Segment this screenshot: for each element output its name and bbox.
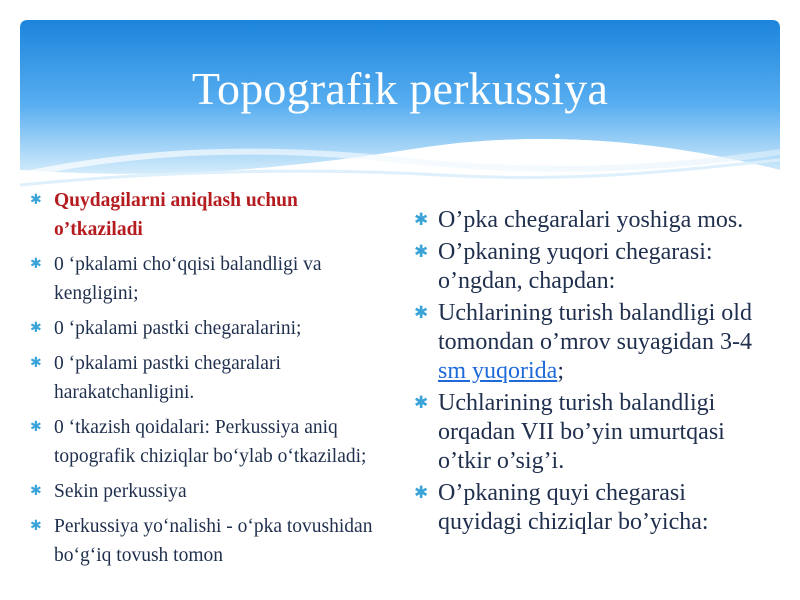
asterisk-bullet-icon: ✱ (414, 393, 429, 413)
right-column (414, 206, 774, 540)
asterisk-bullet-icon: ✱ (30, 419, 42, 435)
asterisk-bullet-icon: ✱ (414, 242, 429, 262)
list-item (30, 413, 375, 471)
asterisk-bullet-icon: ✱ (30, 483, 42, 499)
list-item (30, 186, 375, 244)
asterisk-bullet-icon: ✱ (30, 355, 42, 371)
slide-title: Topografik perkussiya (191, 63, 609, 114)
asterisk-bullet-icon: ✱ (414, 483, 429, 503)
header-banner (20, 20, 780, 210)
list-item (30, 349, 375, 407)
list-item-text: 0 ‘pkalami pastki chegaralari harakatchanligini. (54, 353, 281, 403)
list-item-text: O’pkaning quyi chegarasi quyidagi chiziqlar bo’yicha: (438, 480, 709, 535)
asterisk-bullet-icon: ✱ (30, 518, 42, 534)
list-item-text: Uchlarining turish balandligi old tomondan o’mrov suyagidan 3-4 (438, 300, 752, 355)
list-item (30, 314, 375, 343)
list-item (414, 389, 774, 476)
list-item-text: 0 ‘pkalami cho‘qqisi balandligi va kengligini; (54, 254, 322, 304)
list-item (30, 250, 375, 308)
list-item (414, 238, 774, 296)
header-wave-graphic (20, 20, 780, 210)
asterisk-bullet-icon: ✱ (414, 303, 429, 323)
left-bullet-list (30, 186, 375, 570)
right-bullet-list (414, 206, 774, 537)
list-item-text: Perkussiya yo‘nalishi - o‘pka tovushidan bo‘g‘iq tovush tomon (54, 516, 373, 566)
list-item-text-suffix: ; (557, 358, 564, 384)
list-item (30, 477, 375, 506)
asterisk-bullet-icon: ✱ (30, 192, 42, 208)
list-item (414, 299, 774, 386)
list-item (414, 206, 774, 235)
list-item-text: O’pkaning yuqori chegarasi: o’ngdan, chapdan: (438, 239, 713, 294)
asterisk-bullet-icon: ✱ (30, 320, 42, 336)
asterisk-bullet-icon: ✱ (30, 256, 42, 272)
sm-yuqorida-link[interactable]: sm yuqorida (438, 358, 558, 384)
list-item-text: Uchlarining turish balandligi orqadan VII bo’yin umurtqasi o’tkir o’sig’i. (438, 390, 725, 474)
list-item-text: Sekin perkussiya (54, 481, 187, 502)
left-column (30, 186, 375, 576)
list-item (414, 479, 774, 537)
list-item-text: O’pka chegaralari yoshiga mos. (438, 207, 744, 233)
list-item (30, 512, 375, 570)
list-item-text: Quydagilarni aniqlash uchun o’tkaziladi (54, 190, 298, 240)
list-item-text: 0 ‘tkazish qoidalari: Perkussiya aniq topografik chiziqlar bo‘ylab o‘tkaziladi; (54, 417, 367, 467)
list-item-text: 0 ‘pkalami pastki chegaralarini; (54, 318, 302, 339)
asterisk-bullet-icon: ✱ (414, 210, 429, 230)
